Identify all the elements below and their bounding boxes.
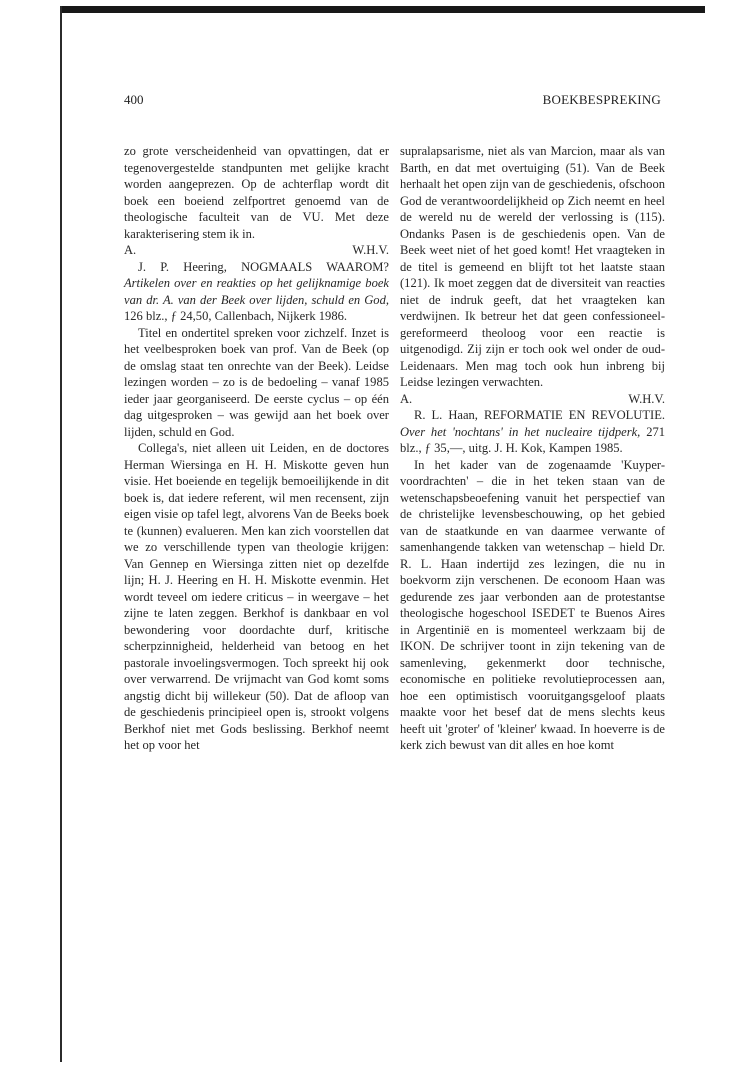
book-2-details: 126 blz., ƒ 24,50, Callenbach, Nijkerk 1986. [124,309,348,323]
book-3-author-title: R. L. Haan, REFORMATIE EN REVOLUTIE. [414,408,665,422]
book-3-details: 271 blz., ƒ 35,—, uitg. J. H. Kok, Kampen 1985. [400,424,666,455]
signature-initial: A. [400,391,413,406]
review-2-continuation: supralapsarisme, niet als van Marcion, maar als van Barth, en dat met overtuiging (51). Van de Beek herhaalt het open zijn van de geschiedenis, ofschoon God de verantwoordelijkheid op Zich neemt en heel de wereld nu de wereld der verlossing is (115). Ondanks Pasen is de geschiedenis open. Van de Beek weet niet of het goed komt! Het vraagteken in de titel is gemeend en blijft tot het laatste staan (121). Ik moet zeggen dat de diversiteit van reacties niet de indruk geeft, dat het vraagteken kan verdwijnen. Ik betreur het dat geen confessioneel-gereformeerd theoloog voor een reactie is uitgenodigd. Zij zijn er toch ook wel onder de oud-Leidenaars. Men mag toch ook hun inbreng bij Leidse lezingen verwachten. [400,144,665,389]
signature-reviewer: W.H.V. [352,243,389,257]
book-2-citation [124,259,389,325]
book-3-subtitle: Over het 'nochtans' in het nucleaire tijdperk, [400,424,641,439]
scan-left-border [60,6,62,1062]
book-2-author-title: J. P. Heering, NOGMAALS WAAROM? [138,259,389,274]
review-1-closing-paragraph: zo grote verscheidenheid van opvattingen, dat er tegenovergestelde standpunten met gelijke kracht worden aangeprezen. Op de achterflap wordt dit boek een boeiend zelfportret genoemd van de theologische faculteit van de VU. Met deze karakterisering stem ik in. [124,144,389,241]
left-column [124,143,389,754]
right-column [400,143,665,754]
page-number: 400 [124,92,144,107]
book-2-subtitle: Artikelen over en reakties op het gelijknamige boek van dr. A. van der Beek over lijden, schuld en God, [124,276,389,307]
review-2-signature [400,391,665,408]
review-2-paragraph-2: Collega's, niet alleen uit Leiden, en de doctores Herman Wiersinga en H. H. Miskotte geven hun visie. Het boeiende en tegelijk bemoeilijkende in dit boek is, dat iedere referent, wil men recensent, zijn eigen visie op tafel legt, alvorens Van de Beeks boek te (kunnen) evalueren. Men kan zich voorstellen dat we zo verschillende typen van theologie krijgen: Van Gennep en Wiersinga zitten niet op dezelfde lijn; H. J. Heering en H. H. Miskotte evenmin. Het wordt teveel om iedere criticus – in weergave – het zijne te laten zeggen. Berkhof is dankbaar en vol bewondering voor doordachte durf, kritische scherpzinnigheid, helderheid van betoog en het pastorale invoelingsvermogen. Toch spreekt hij ook over verwarrend. De vrijmacht van God komt soms angstig dicht bij willekeur (50). Dat de afloop van de geschiedenis principieel open is, strookt volgens Berkhof niet met Gods beslissing. Berkhof neemt het op voor het [124,441,389,752]
signature-reviewer: W.H.V. [628,391,665,406]
signature-initial: A. [124,243,137,257]
review-2-paragraph-1: Titel en ondertitel spreken voor zichzelf. Inzet is het veelbesproken boek van prof. Van de Beek (op de omslag staat ten onrechte van der Beek). Leidse lezingen worden – zo is de bedoeling – vanaf 1985 ieder jaar georganiseerd. De eerste cyclus – op één dag uitgesproken – was gewijd aan het boek over lijden, schuld en God. [124,325,389,439]
running-head: BOEKBESPREKING [542,92,661,107]
book-3-citation [400,407,665,457]
review-3-paragraph-1: In het kader van de zogenaamde 'Kuyper-voordrachten' – die in het teken staan van de wetenschapsbeoefening vanuit het perspectief van de christelijke levensbeschouwing, op het gebied van de staatkunde en van daarmee verwante of samenhangende takken van wetenschap – hield Dr. R. L. Haan indertijd zes lezingen, die nu in boekvorm zijn verschenen. De econoom Haan was gedurende zes jaar verbonden aan de protestantse theologische hogeschool ISEDET te Buenos Aires in Argentinië en is momenteel werkzaam bij de IKON. De schrijver toont in zijn tekening van de samenleving, gekenmerkt door technische, economische en politieke revolutieprocessen aan, hoe een optimistisch vooruitgangsgeloof plaats maakte voor het besef dat de mens slechts keus heeft uit 'groter' of 'kleiner' kwaad. In hoeverre is de kerk zich bewust van dit alles en hoe komt [400,457,665,752]
review-1-signature [124,242,389,259]
scan-top-border [60,6,705,13]
